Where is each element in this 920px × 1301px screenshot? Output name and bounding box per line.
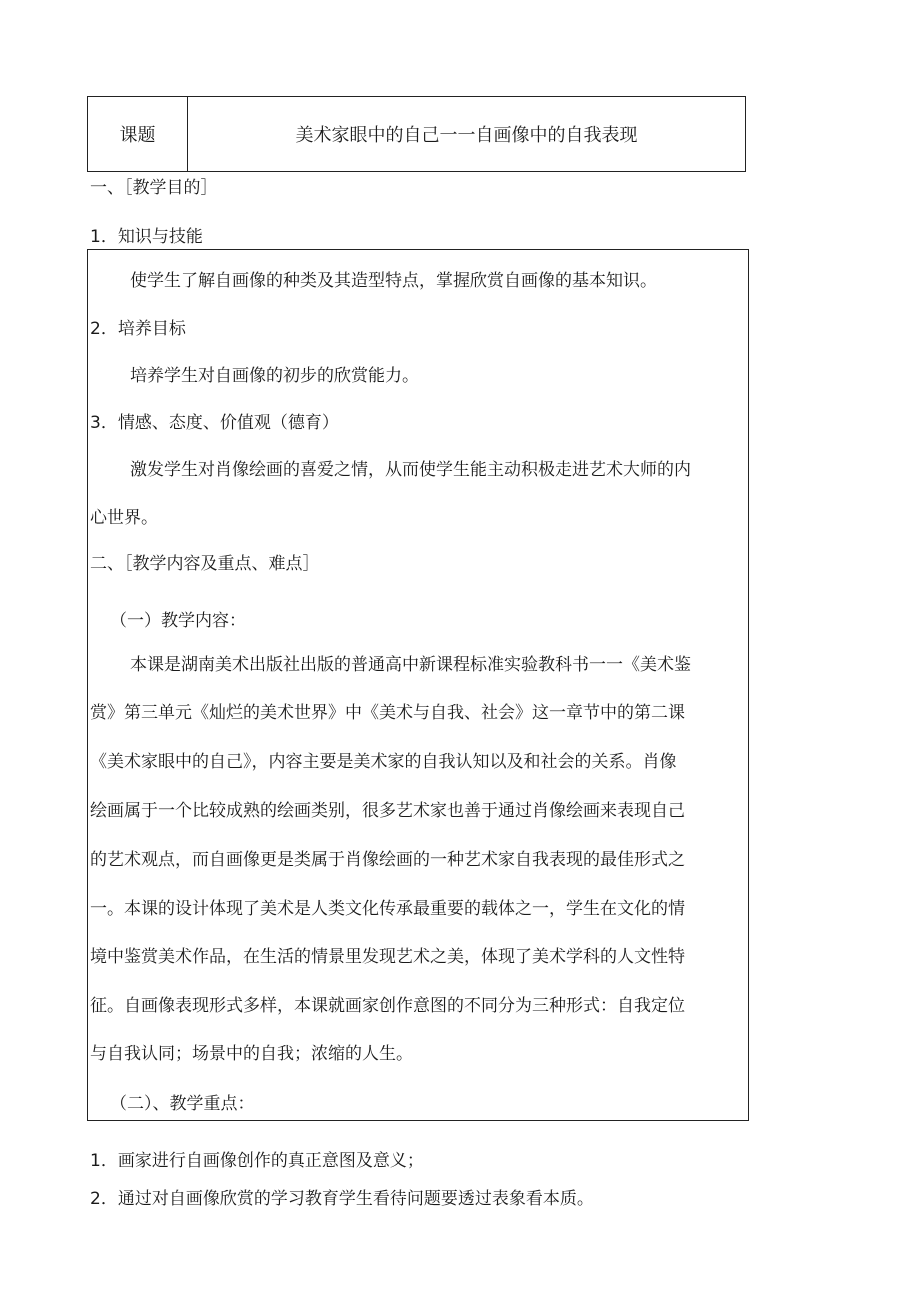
section2-heading: 二、［教学内容及重点、难点］ [90, 554, 320, 574]
key-point-1: 1．画家进行自画像创作的真正意图及意义； [90, 1151, 424, 1171]
title-table [87, 96, 746, 172]
content-line: 本课是湖南美术出版社出版的普通高中新课程标准实验教科书一一《美术鉴 [130, 655, 691, 675]
content-line: 征。自画像表现形式多样，本课就画家创作意图的不同分为三种形式：自我定位 [90, 996, 685, 1016]
lesson-title: 美术家眼中的自己一一自画像中的自我表现 [295, 125, 638, 146]
key-point-2: 2．通过对自画像欣赏的学习教育学生看待问题要透过表象看本质。 [90, 1189, 594, 1209]
content-line: 境中鉴赏美术作品，在生活的情景里发现艺术之美，体现了美术学科的人文性特 [90, 947, 685, 967]
content-line: 与自我认同；场景中的自我；浓缩的人生。 [90, 1044, 413, 1064]
content-line: 赏》第三单元《灿烂的美术世界》中《美术与自我、社会》这一章节中的第二课 [90, 703, 685, 723]
content-line: 《美术家眼中的自己》，内容主要是美术家的自我认知以及和社会的关系。肖像 [90, 752, 677, 772]
section1-heading: 一、［教学目的］ [90, 178, 218, 198]
item1-heading: 1．知识与技能 [90, 227, 203, 247]
item2-heading: 2．培养目标 [90, 319, 186, 339]
content-line: 一。本课的设计体现了美术是人类文化传承最重要的载体之一，学生在文化的情 [90, 899, 685, 919]
title-table-label: 课题 [119, 125, 156, 146]
sub1-heading: （一）教学内容： [110, 611, 246, 631]
content-line: 的艺术观点，而自画像更是类属于肖像绘画的一种艺术家自我表现的最佳形式之 [90, 850, 685, 870]
item1-text: 使学生了解自画像的种类及其造型特点，掌握欣赏自画像的基本知识。 [130, 271, 657, 291]
item3-text-line1: 激发学生对肖像绘画的喜爱之情，从而使学生能主动积极走进艺术大师的内 [130, 460, 691, 480]
content-line: 绘画属于一个比较成熟的绘画类别，很多艺术家也善于通过肖像绘画来表现自己 [90, 801, 685, 821]
sub2-heading: （二）、教学重点： [110, 1094, 255, 1114]
item3-heading: 3．情感、态度、价值观（德育） [90, 413, 339, 433]
item2-text: 培养学生对自画像的初步的欣赏能力。 [130, 366, 419, 386]
item3-text-line2: 心世界。 [90, 508, 158, 528]
